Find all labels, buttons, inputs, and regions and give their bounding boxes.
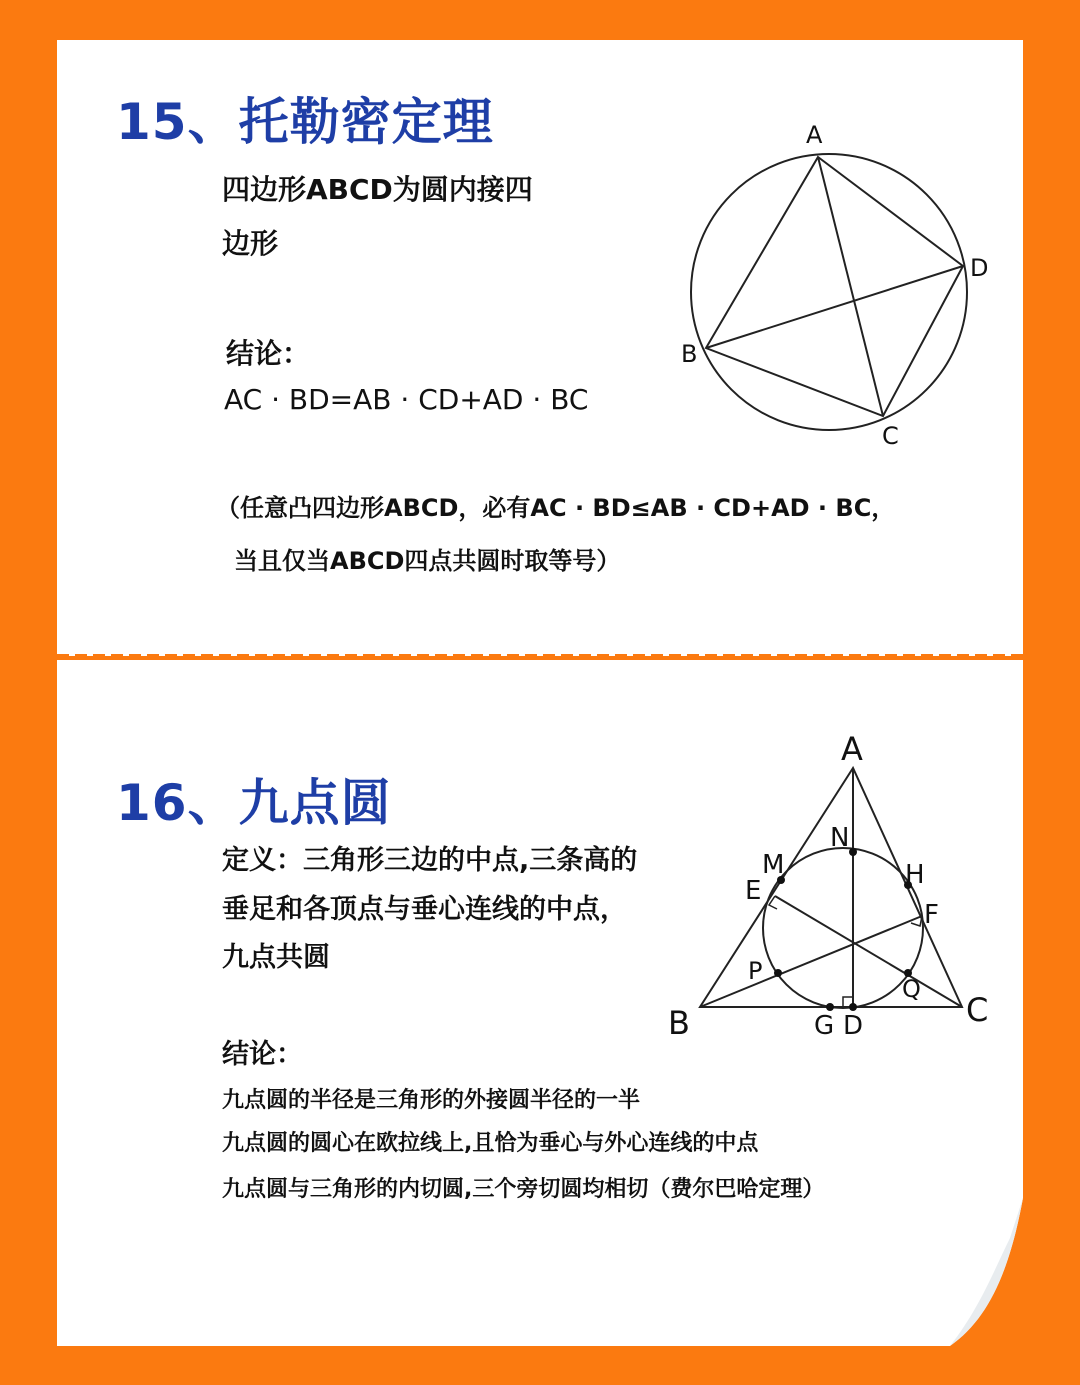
- section-16-conclusion-3: 九点圆与三角形的内切圆,三个旁切圆均相切（费尔巴哈定理）: [222, 1177, 825, 1202]
- dashed-divider: [57, 654, 1023, 660]
- label-C: C: [882, 422, 899, 450]
- section-16-conclusion-2: 九点圆的圆心在欧拉线上,且恰为垂心与外心连线的中点: [222, 1131, 759, 1156]
- ptolemy-formula: AC · BD=AB · CD+AD · BC: [224, 383, 589, 416]
- section-16-conclusion-1: 九点圆的半径是三角形的外接圆半径的一半: [222, 1088, 641, 1113]
- label-G: G: [814, 1011, 835, 1041]
- label-A: A: [806, 121, 823, 149]
- section-15-title: 15、托勒密定理: [116, 93, 494, 151]
- section-16-title: 16、九点圆: [116, 774, 392, 832]
- label-D: D: [970, 254, 989, 282]
- label-B: B: [668, 1004, 690, 1042]
- section-16-def-line-3: 九点共圆: [222, 942, 330, 973]
- label-H: H: [905, 860, 925, 890]
- label-F: F: [924, 900, 939, 930]
- section-15-note-line-2: 当且仅当ABCD四点共圆时取等号）: [234, 547, 621, 575]
- label-B: B: [681, 340, 698, 368]
- section-16-def-line-2: 垂足和各顶点与垂心连线的中点，: [222, 894, 627, 925]
- label-C: C: [966, 991, 989, 1029]
- label-N: N: [830, 823, 850, 853]
- section-15-conclusion-label: 结论：: [226, 337, 311, 370]
- section-16-def-line-1: 定义：三角形三边的中点,三条高的: [222, 845, 638, 876]
- section-15-note-line-1: （任意凸四边形ABCD，必有AC · BD≤AB · CD+AD · BC，: [216, 494, 896, 522]
- section-15-text-line-2: 边形: [222, 227, 279, 260]
- label-Q: Q: [902, 975, 921, 1003]
- label-P: P: [748, 957, 763, 985]
- nine-point-circle-diagram: [660, 725, 1000, 1045]
- ptolemy-cyclic-quadrilateral-diagram: [660, 110, 1000, 460]
- label-D: D: [843, 1011, 864, 1041]
- section-15-text-line-1: 四边形ABCD为圆内接四: [222, 173, 533, 206]
- label-E: E: [745, 876, 762, 906]
- page-curl-icon: [950, 1198, 1023, 1346]
- section-16-conclusion-label: 结论：: [222, 1039, 303, 1070]
- label-A: A: [841, 730, 863, 768]
- label-M: M: [762, 850, 785, 880]
